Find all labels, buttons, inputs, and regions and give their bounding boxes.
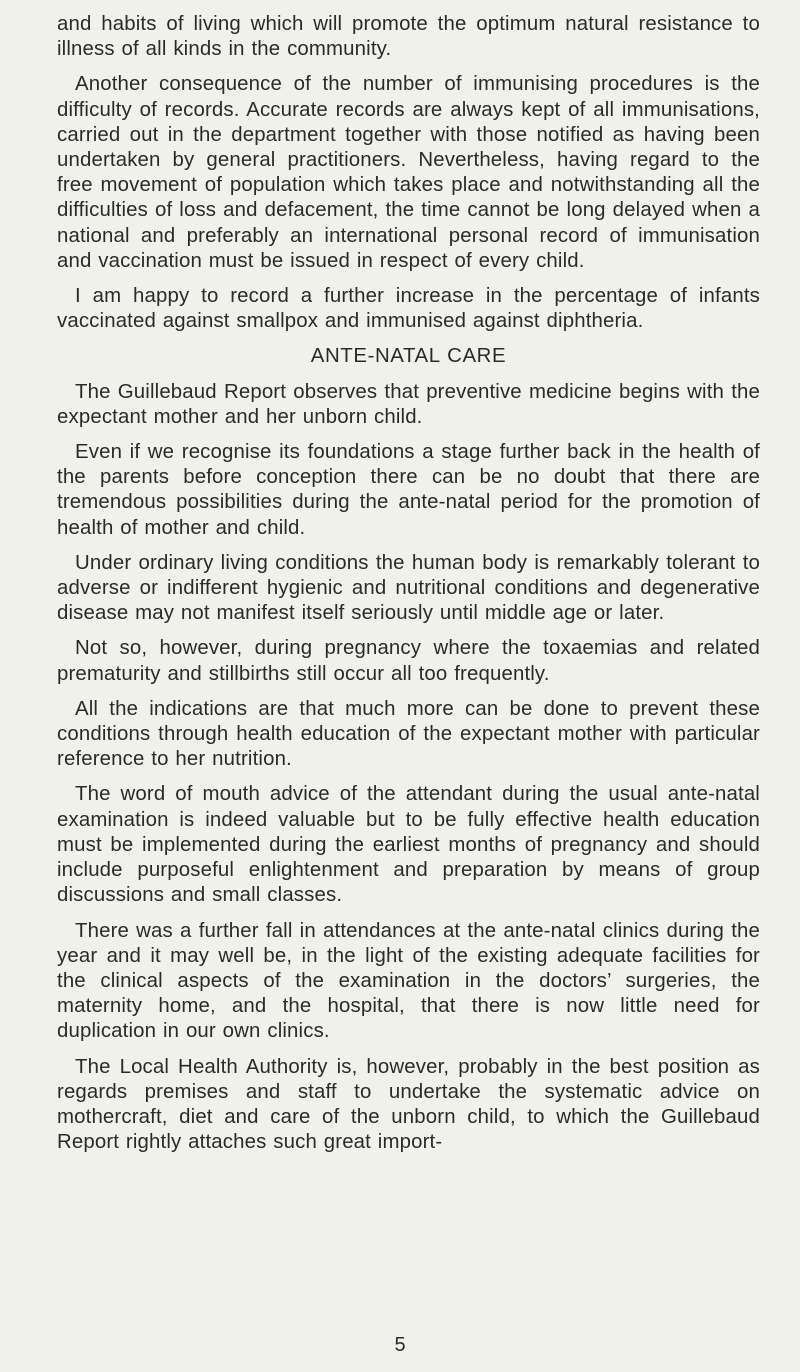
paragraph: I am happy to record a further increase in the percentage of infants vaccinated against smallpox and immunised against diphtheria. <box>57 285 760 333</box>
paragraph: and habits of living which will promote the optimum natural resistance to illness of all kinds in the community. <box>57 13 760 61</box>
section-heading: ANTE-NATAL CARE <box>310 345 507 368</box>
paragraph: Even if we recognise its foundations a stage further back in the health of the parents before conception there can be no doubt that there are tremendous possibilities during the ante-natal period for the promotion of health of mother and child. <box>57 441 760 539</box>
paragraph: There was a further fall in attendances at the ante-natal clinics during the year and it may well be, in the light of the existing adequate facilities for the clinical aspects of the examination in the doctors’ surgeries, the maternity home, and the hospital, that there is now little need for duplication in our own clinics. <box>57 919 760 1043</box>
body-text <box>57 12 760 1165</box>
paragraph: The Local Health Authority is, however, probably in the best position as regards premises and staff to undertake the systematic advice on mothercraft, diet and care of the unborn child, to which the Guillebaud Report rightly attaches such great import- <box>57 1055 760 1154</box>
page-number: 5 <box>394 1334 406 1356</box>
paragraph: The word of mouth advice of the attendant during the usual ante-natal examination is indeed valuable but to be fully effective health education must be implemented during the earliest months of pregnancy and should include purposeful enlightenment and preparation by means of group discussions and small classes. <box>57 783 760 907</box>
paragraph: Another consequence of the number of immunising procedures is the difficulty of records. Accurate records are always kept of all immunisations, carried out in the department together with those notified as having been undertaken by general practitioners. Nevertheless, having regard to the free movement of population which takes place and notwithstanding all the difficulties of loss and defacement, the time cannot be long delayed when a national and preferably an international personal record of immunisation and vaccination must be issued in respect of every child. <box>57 73 760 272</box>
paragraph: All the indications are that much more can be done to prevent these conditions through health education of the expectant mother with particular reference to her nutrition. <box>57 697 760 771</box>
paragraph: The Guillebaud Report observes that preventive medicine begins with the expectant mother and her unborn child. <box>57 380 760 428</box>
paragraph: Not so, however, during pregnancy where the toxaemias and related prematurity and stillbirths still occur all too frequently. <box>57 637 760 685</box>
paragraph: Under ordinary living conditions the human body is remarkably tolerant to adverse or indifferent hygienic and nutritional conditions and degenerative disease may not manifest itself seriously until middle age or later. <box>57 551 760 625</box>
